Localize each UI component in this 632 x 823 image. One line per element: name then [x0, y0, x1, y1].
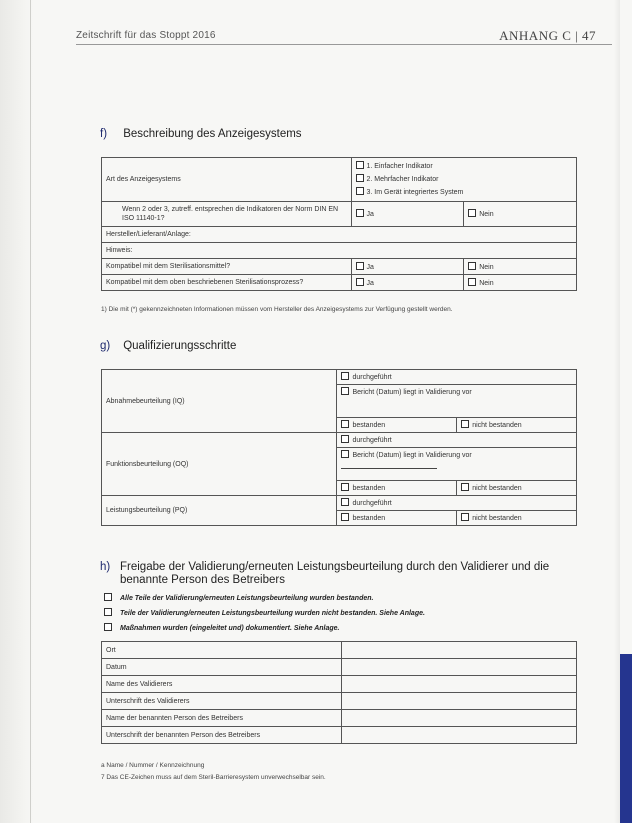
field-label: Unterschrift des Validierers [102, 693, 342, 710]
checkbox-icon[interactable] [104, 608, 112, 616]
no-cell[interactable]: Nein [464, 275, 577, 291]
section-f-footnote: 1) Die mit (*) gekennzeichneten Informationen müssen vom Hersteller des Anzeigesystems zur Verfügung gestellt werden. [101, 306, 453, 313]
field-input-operator-name[interactable] [341, 710, 576, 727]
checkbox-icon[interactable] [341, 435, 349, 443]
checkbox-icon[interactable] [468, 209, 476, 217]
running-header-left: Zeitschrift für das Stoppt 2016 [76, 30, 216, 41]
checkbox-icon[interactable] [341, 450, 349, 458]
option-integrated-system[interactable]: 3. Im Gerät integriertes System [356, 186, 573, 199]
field-input-datum[interactable] [341, 659, 576, 676]
signature-table [101, 641, 577, 744]
performed-cell[interactable]: durchgeführt [337, 496, 577, 511]
bottom-note-1: a Name / Nummer / Kennzeichnung [101, 762, 205, 769]
field-label: Name der benannten Person des Betreibers [102, 710, 342, 727]
table-row [102, 243, 577, 259]
section-h-heading [100, 561, 549, 587]
step-label-pq: Leistungsbeurteilung (PQ) [102, 496, 337, 526]
binding-edge-line [30, 0, 31, 823]
checkbox-icon[interactable] [356, 174, 364, 182]
section-g-letter: g) [100, 340, 111, 352]
release-option-partially-failed[interactable]: Teile der Validierung/erneuten Leistungsbeurteilung wurden nicht bestanden. Siehe Anlage. [104, 608, 425, 617]
no-cell[interactable]: Nein [464, 259, 577, 275]
row-label: Kompatibel mit dem Sterilisationsmittel? [102, 259, 352, 275]
no-cell[interactable]: Nein [464, 202, 577, 227]
table-row [102, 659, 577, 676]
table-row [102, 710, 577, 727]
field-label: Datum [102, 659, 342, 676]
table-row [102, 202, 577, 227]
checkbox-icon[interactable] [341, 498, 349, 506]
row-label: Hinweis: [102, 243, 577, 259]
header-rule [76, 44, 612, 45]
checkbox-icon[interactable] [341, 372, 349, 380]
field-input-validator-name[interactable] [341, 676, 576, 693]
passed-cell[interactable]: bestanden [337, 511, 457, 526]
row-label: Hersteller/Lieferant/Anlage: [102, 227, 577, 243]
checkbox-icon[interactable] [341, 420, 349, 428]
field-label: Unterschrift der benannten Person des Betreibers [102, 727, 342, 744]
checkbox-icon[interactable] [461, 420, 469, 428]
checkbox-icon[interactable] [104, 593, 112, 601]
passed-cell[interactable]: bestanden [337, 481, 457, 496]
option-multiple-indicator[interactable]: 2. Mehrfacher Indikator [356, 173, 573, 186]
step-label-iq: Abnahmebeurteilung (IQ) [102, 370, 337, 433]
section-f-title: Beschreibung des Anzeigesystems [123, 128, 302, 140]
table-row [102, 642, 577, 659]
checkbox-icon[interactable] [461, 483, 469, 491]
performed-cell[interactable]: durchgeführt [337, 370, 577, 385]
checkbox-icon[interactable] [356, 262, 364, 270]
section-g-title: Qualifizierungsschritte [123, 340, 237, 352]
checkbox-icon[interactable] [341, 483, 349, 491]
step-label-oq: Funktionsbeurteilung (OQ) [102, 433, 337, 496]
reference-cell[interactable]: Bericht (Datum) liegt in Validierung vor [337, 385, 577, 418]
running-header-page: ANHANG C | 47 [499, 28, 596, 43]
table-row [102, 496, 577, 511]
checkbox-icon[interactable] [356, 187, 364, 195]
display-system-table [101, 157, 577, 291]
field-input-ort[interactable] [341, 642, 576, 659]
field-label: Name des Validierers [102, 676, 342, 693]
checkbox-icon[interactable] [468, 262, 476, 270]
bottom-note-2: 7 Das CE-Zeichen muss auf dem Steril-Barrieresystem unverwechselbar sein. [101, 774, 326, 781]
checkbox-icon[interactable] [341, 513, 349, 521]
table-row [102, 259, 577, 275]
section-f-heading [100, 128, 302, 140]
failed-cell[interactable]: nicht bestanden [457, 418, 577, 433]
chapter-tab-marker [620, 654, 632, 823]
checkbox-icon[interactable] [104, 623, 112, 631]
table-row [102, 158, 577, 202]
table-row [102, 370, 577, 385]
table-row [102, 275, 577, 291]
checkbox-icon[interactable] [341, 387, 349, 395]
release-option-measures-documented[interactable]: Maßnahmen wurden (eingeleitet und) dokumentiert. Siehe Anlage. [104, 623, 340, 632]
field-input-validator-signature[interactable] [341, 693, 576, 710]
table-row [102, 693, 577, 710]
field-label: Ort [102, 642, 342, 659]
checkbox-icon[interactable] [356, 278, 364, 286]
reference-cell[interactable]: Bericht (Datum) liegt in Validierung vor [337, 448, 577, 481]
yes-cell[interactable]: Ja [351, 275, 464, 291]
yes-cell[interactable]: Ja [351, 259, 464, 275]
failed-cell[interactable]: nicht bestanden [457, 481, 577, 496]
qualification-steps-table [101, 369, 577, 526]
option-simple-indicator[interactable]: 1. Einfacher Indikator [356, 160, 573, 173]
section-h-title-line2: benannte Person des Betreibers [120, 574, 285, 586]
section-h-letter: h) [100, 561, 111, 573]
section-f-letter: f) [100, 128, 108, 140]
field-input-operator-signature[interactable] [341, 727, 576, 744]
table-row [102, 676, 577, 693]
page-binding-shadow [0, 0, 34, 823]
row-label: Wenn 2 oder 3, zutreff. entsprechen die Indikatoren der Norm DIN EN ISO 11140-1? [102, 202, 352, 227]
checkbox-icon[interactable] [356, 209, 364, 217]
failed-cell[interactable]: nicht bestanden [457, 511, 577, 526]
checkbox-icon[interactable] [461, 513, 469, 521]
checkbox-icon[interactable] [356, 161, 364, 169]
reference-input-line[interactable] [341, 460, 437, 469]
row-label: Art des Anzeigesystems [102, 158, 352, 202]
table-row [102, 727, 577, 744]
passed-cell[interactable]: bestanden [337, 418, 457, 433]
section-g-heading [100, 340, 236, 352]
release-option-all-passed[interactable]: Alle Teile der Validierung/erneuten Leistungsbeurteilung wurden bestanden. [104, 593, 373, 602]
checkbox-icon[interactable] [468, 278, 476, 286]
table-row [102, 433, 577, 448]
yes-cell[interactable]: Ja [351, 202, 464, 227]
row-label: Kompatibel mit dem oben beschriebenen Sterilisationsprozess? [102, 275, 352, 291]
performed-cell[interactable]: durchgeführt [337, 433, 577, 448]
indicator-options [351, 158, 577, 202]
section-h-title-line1: Freigabe der Validierung/erneuten Leistungsbeurteilung durch den Validierer und die [120, 561, 550, 573]
table-row [102, 227, 577, 243]
